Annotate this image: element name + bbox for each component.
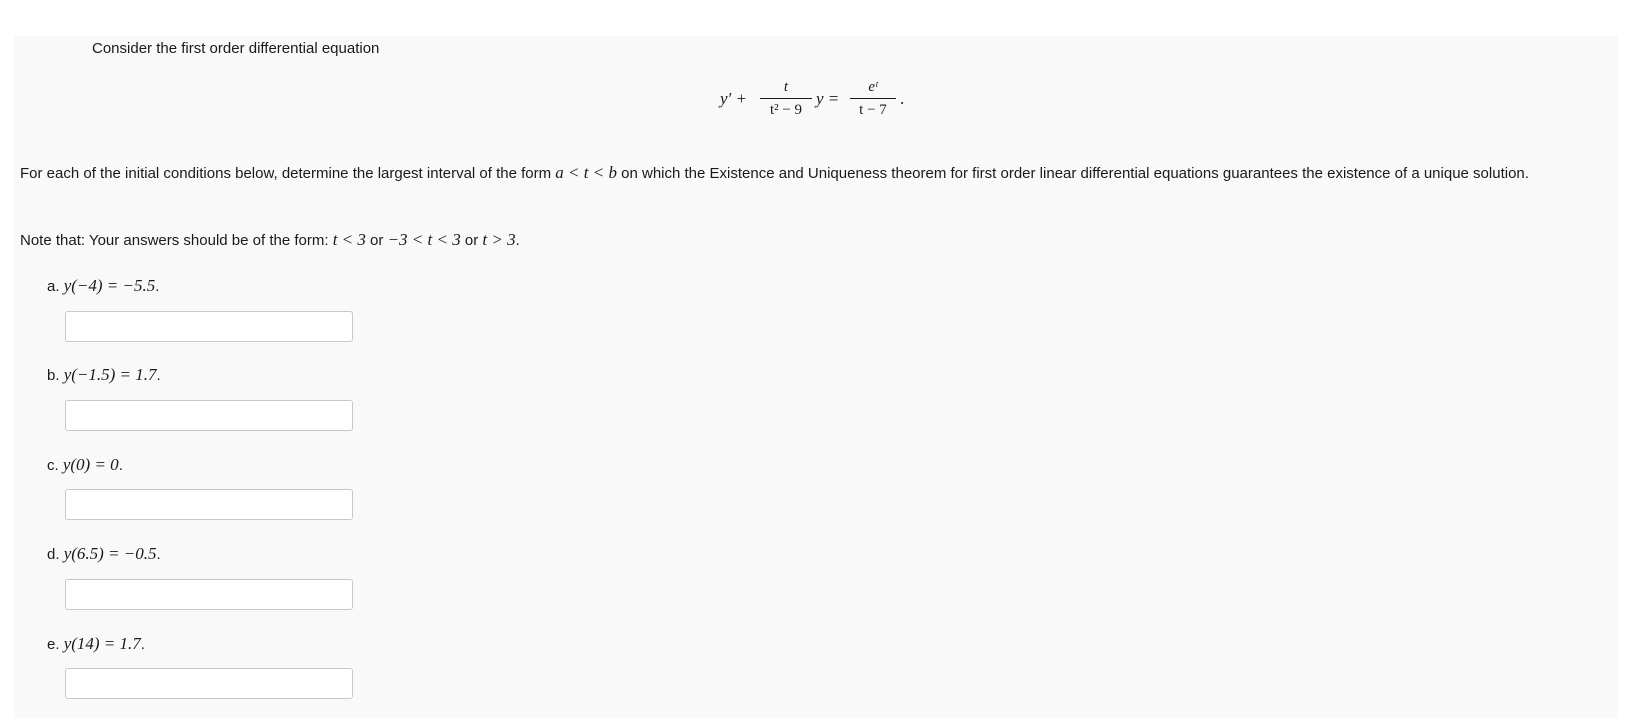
note-form-3: t > 3	[482, 230, 516, 249]
problem-panel	[14, 36, 1618, 718]
fraction-1-denominator: t² − 9	[769, 102, 803, 118]
fraction-2-numerator: eᵗ	[868, 79, 878, 95]
answer-input-b[interactable]	[65, 400, 353, 431]
equation-mid: y =	[816, 89, 840, 108]
intro-text: Consider the first order differential equation	[92, 40, 380, 57]
note-form-1: t < 3	[332, 230, 366, 249]
equation-fraction-2	[850, 78, 896, 119]
answer-input-a[interactable]	[65, 311, 353, 342]
answer-input-e[interactable]	[65, 668, 353, 699]
question-c-label: c. y(0) = 0.	[47, 455, 123, 474]
interval-form: a < t < b	[555, 163, 617, 182]
differential-equation	[720, 78, 920, 128]
equation-end: .	[900, 89, 905, 108]
question-a-label: a. y(−4) = −5.5.	[47, 276, 160, 295]
answer-input-c[interactable]	[65, 489, 353, 520]
note-text: Note that: Your answers should be of the form: t < 3 or −3 < t < 3 or t > 3.	[20, 230, 520, 249]
question-e-label: e. y(14) = 1.7.	[47, 634, 145, 653]
fraction-2-denominator: t − 7	[859, 102, 887, 118]
instructions-text: For each of the initial conditions below, determine the largest interval of the form a < t < b on which the Existence and Uniqueness theorem for first order linear differential equations guarantees the existence of a unique solution.	[20, 163, 1529, 182]
equation-fraction-1	[760, 78, 812, 119]
answer-input-d[interactable]	[65, 579, 353, 610]
question-d-label: d. y(6.5) = −0.5.	[47, 544, 161, 563]
note-form-2: −3 < t < 3	[387, 230, 461, 249]
equation-lhs: y′ +	[720, 89, 747, 108]
question-b-label: b. y(−1.5) = 1.7.	[47, 365, 161, 384]
fraction-1-numerator: t	[783, 79, 789, 95]
